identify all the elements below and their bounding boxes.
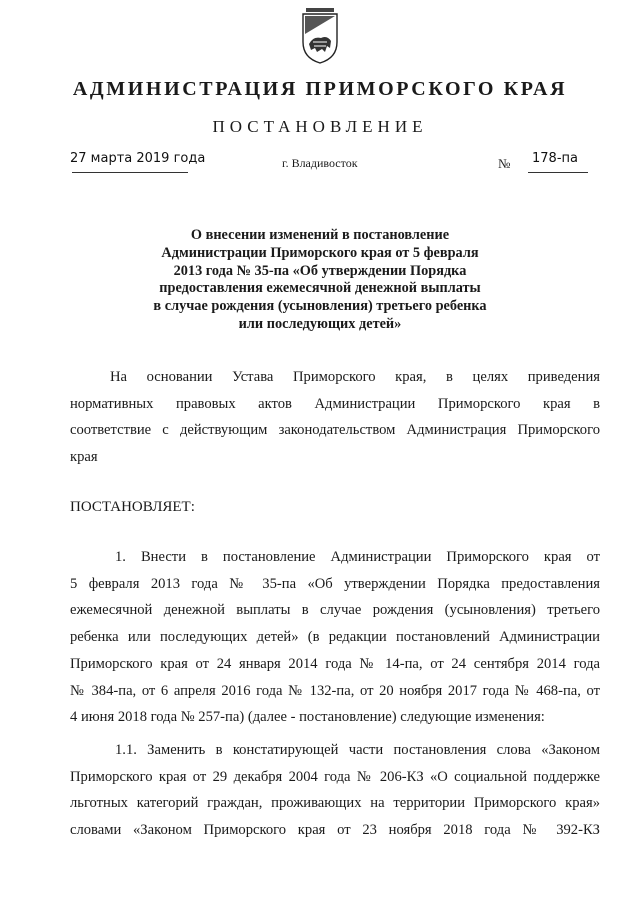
document-city: г. Владивосток [282,156,358,170]
subject-line: в случае рождения (усыновления) третьего ребенка [153,298,487,315]
text-line: На основании Устава Приморского края, в целях приведения [110,369,600,385]
text-line: 1. Внести в постановление Администрации Приморского края от [115,549,600,565]
text-line: соответствие с действующим законодательством Администрация Приморского [70,422,600,439]
text-line: ребенка или последующих детей» (в редакции постановлений Администрации [70,629,600,646]
text-line: Приморского края от 24 января 2014 года № 14-па, от 24 сентября 2014 года [70,655,600,672]
number-underline [528,172,588,173]
subject-line: О внесении изменений в постановление [190,227,450,243]
text-line: ежемесячной денежной выплаты в случае рождения (усыновления) третьего [70,602,600,619]
subject-line: предоставления ежемесячной денежной выплаты [159,280,481,297]
text-line: края [70,449,98,466]
decree-word: ПОСТАНОВЛЯЕТ: [70,499,195,515]
text-line: 4 июня 2018 года № 257-па) (далее - постановление) следующие изменения: [70,709,545,726]
text-line: 1.1. Заменить в констатирующей части постановления слова «Законом [115,742,600,758]
document-number: 178-па [532,151,578,166]
document-subject [110,227,530,334]
coat-of-arms-icon [297,8,343,64]
preamble-paragraph [70,364,600,471]
text-line: льготных категорий граждан, проживающих на территории Приморского края» [70,795,600,812]
document-date: 27 марта 2019 года [70,151,206,166]
number-sign: № [498,156,511,171]
text-line: словами «Законом Приморского края от 23 ноября 2018 года № 392-КЗ [70,822,600,839]
text-line: 5 февраля 2013 года № 35-па «Об утверждении Порядка предоставления [70,575,600,592]
text-line: нормативных правовых актов Администрации Приморского края в [70,395,600,412]
item-1-1-paragraph [70,737,600,844]
date-underline [72,172,188,173]
subject-line: Администрации Приморского края от 5 февраля [161,244,479,261]
subject-line: или последующих детей» [238,315,402,332]
document-type: ПОСТАНОВЛЕНИЕ [212,117,428,136]
text-line: Приморского края от 29 декабря 2004 года № 206-КЗ «О социальной поддержке [70,768,600,785]
subject-line: 2013 года № 35-па «Об утверждении Порядка [173,262,467,279]
text-line: № 384-па, от 6 апреля 2016 года № 132-па, от 20 ноября 2017 года № 468-па, от [70,682,600,699]
item-1-paragraph [70,544,600,731]
organization-title: АДМИНИСТРАЦИЯ ПРИМОРСКОГО КРАЯ [72,78,568,100]
